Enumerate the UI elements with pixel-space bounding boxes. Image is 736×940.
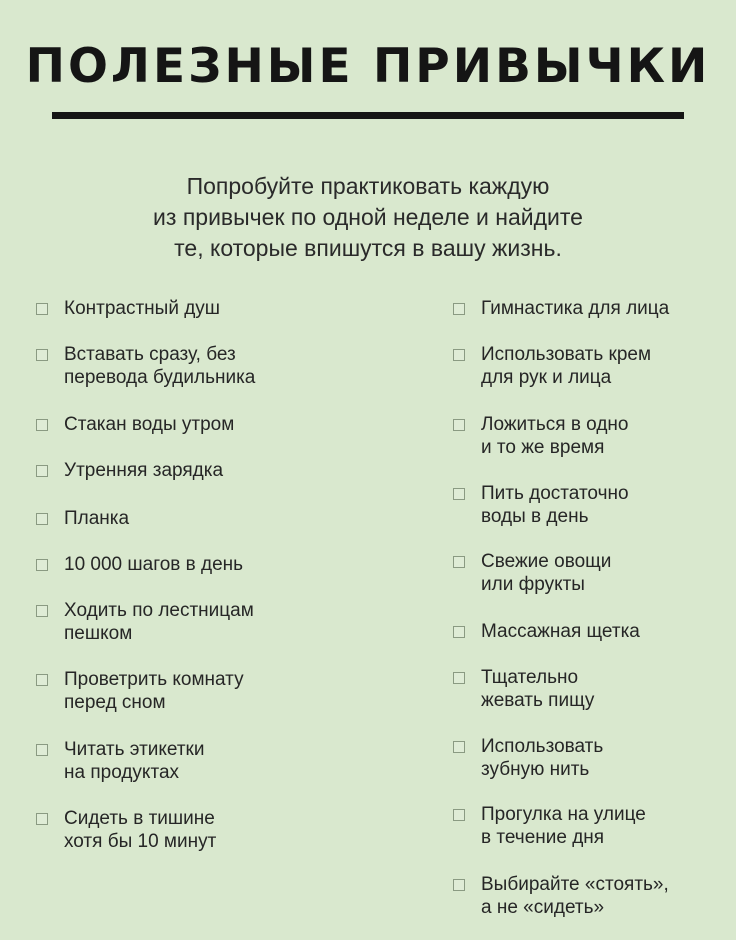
checkbox[interactable] bbox=[453, 741, 465, 753]
habit-item-morning-exercise[interactable] bbox=[36, 459, 223, 482]
checkbox[interactable] bbox=[453, 419, 465, 431]
checkbox[interactable] bbox=[36, 419, 48, 431]
habit-label: Вставать сразу, без перевода будильника bbox=[64, 344, 256, 388]
habit-label: Прогулка на улице в течение дня bbox=[481, 804, 646, 848]
checkbox[interactable] bbox=[36, 605, 48, 617]
checkbox[interactable] bbox=[453, 879, 465, 891]
intro-line: из привычек по одной неделе и найдите bbox=[153, 204, 583, 230]
intro-line: те, которые впишутся в вашу жизнь. bbox=[174, 235, 562, 261]
habit-label: Стакан воды утром bbox=[64, 414, 235, 435]
checkbox[interactable] bbox=[453, 349, 465, 361]
checkbox[interactable] bbox=[36, 559, 48, 571]
intro-line: Попробуйте практиковать каждую bbox=[186, 173, 550, 199]
habit-item-read-labels[interactable] bbox=[36, 738, 204, 784]
habit-item-chew-food[interactable] bbox=[453, 666, 594, 712]
habit-label: Проветрить комнату перед сном bbox=[64, 669, 244, 713]
habit-item-face-gymnastics[interactable] bbox=[453, 297, 669, 320]
habit-label: Выбирайте «стоять», а не «сидеть» bbox=[481, 874, 669, 918]
habit-item-wake-up[interactable] bbox=[36, 343, 255, 389]
checkbox[interactable] bbox=[36, 744, 48, 756]
habit-item-steps[interactable] bbox=[36, 553, 243, 576]
habit-item-hand-cream[interactable] bbox=[453, 343, 651, 389]
habit-label: Планка bbox=[64, 508, 130, 529]
habit-item-silence[interactable] bbox=[36, 807, 216, 853]
checkbox[interactable] bbox=[36, 303, 48, 315]
checkbox[interactable] bbox=[453, 303, 465, 315]
habit-label: Читать этикетки на продуктах bbox=[64, 739, 205, 783]
habit-item-walk-outside[interactable] bbox=[453, 803, 646, 849]
habit-label: Контрастный душ bbox=[64, 298, 221, 319]
habit-item-ventilate-room[interactable] bbox=[36, 668, 244, 714]
habit-label: Свежие овощи или фрукты bbox=[481, 551, 612, 595]
checkbox[interactable] bbox=[36, 513, 48, 525]
habit-label: Ложиться в одно и то же время bbox=[481, 414, 629, 458]
habit-label: Ходить по лестницам пешком bbox=[64, 600, 254, 644]
habit-item-stairs[interactable] bbox=[36, 599, 254, 645]
habit-label: Утренняя зарядка bbox=[64, 460, 224, 481]
habit-label: Массажная щетка bbox=[481, 621, 640, 642]
checkbox[interactable] bbox=[36, 813, 48, 825]
habit-label: Использовать зубную нить bbox=[481, 736, 604, 780]
habit-item-same-bedtime[interactable] bbox=[453, 413, 628, 459]
checkbox[interactable] bbox=[36, 465, 48, 477]
habit-item-stand-not-sit[interactable] bbox=[453, 873, 669, 919]
habit-label: 10 000 шагов в день bbox=[64, 554, 244, 575]
checkbox[interactable] bbox=[453, 626, 465, 638]
checkbox[interactable] bbox=[36, 349, 48, 361]
checkbox[interactable] bbox=[453, 488, 465, 500]
checkbox[interactable] bbox=[453, 672, 465, 684]
habit-label: Гимнастика для лица bbox=[481, 298, 670, 319]
habit-item-drink-water[interactable] bbox=[453, 482, 629, 528]
habit-label: Тщательно жевать пищу bbox=[481, 667, 595, 711]
habit-item-plank[interactable] bbox=[36, 507, 129, 530]
habit-label: Использовать крем для рук и лица bbox=[481, 344, 652, 388]
habit-item-water-morning[interactable] bbox=[36, 413, 234, 436]
habit-item-dental-floss[interactable] bbox=[453, 735, 603, 781]
title-underline bbox=[52, 112, 684, 119]
checkbox[interactable] bbox=[453, 809, 465, 821]
habit-label: Пить достаточно воды в день bbox=[481, 483, 629, 527]
checkbox[interactable] bbox=[36, 674, 48, 686]
page-title: ПОЛЕЗНЫЕ ПРИВЫЧКИ bbox=[25, 39, 711, 94]
intro-text bbox=[80, 171, 656, 264]
habit-item-vegetables[interactable] bbox=[453, 550, 611, 596]
habit-item-massage-brush[interactable] bbox=[453, 620, 640, 643]
checkbox[interactable] bbox=[453, 556, 465, 568]
habit-item-contrast-shower[interactable] bbox=[36, 297, 220, 320]
habit-label: Сидеть в тишине хотя бы 10 минут bbox=[64, 808, 217, 852]
